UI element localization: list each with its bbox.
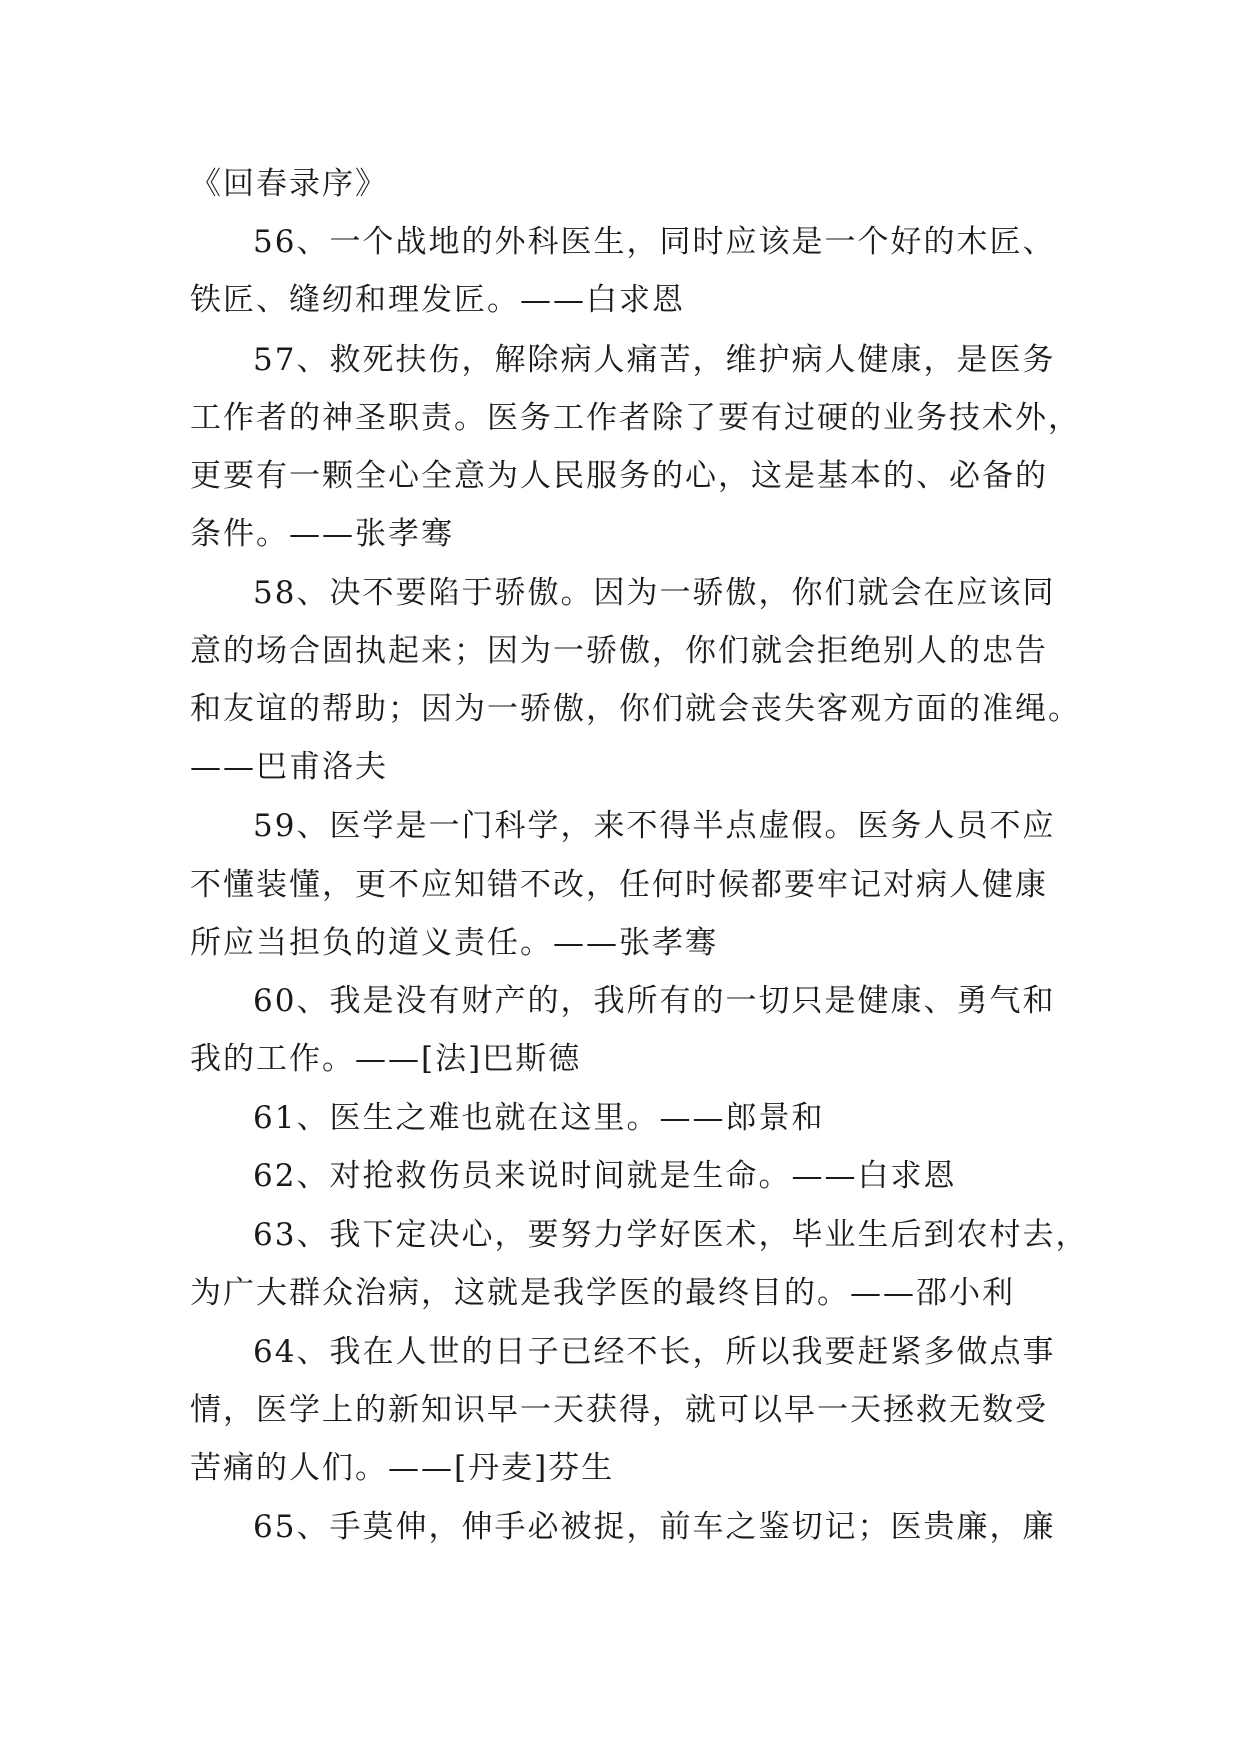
text-line: 为广大群众治病，这就是我学医的最终目的。——邵小利: [190, 1275, 1015, 1311]
text-line: 条件。——张孝骞: [190, 516, 454, 552]
text-line: 63、我下定决心，要努力学好医术，毕业生后到农村去，: [253, 1217, 1089, 1253]
text-line: 所应当担负的道义责任。——张孝骞: [190, 925, 718, 961]
text-line: 铁匠、缝纫和理发匠。——白求恩: [190, 282, 685, 318]
text-line: 57、救死扶伤，解除病人痛苦，维护病人健康，是医务: [253, 342, 1056, 378]
text-line: 62、对抢救伤员来说时间就是生命。——白求恩: [253, 1158, 957, 1194]
text-line: 意的场合固执起来；因为一骄傲，你们就会拒绝别人的忠告: [190, 633, 1048, 669]
text-line: 56、一个战地的外科医生，同时应该是一个好的木匠、: [253, 224, 1056, 260]
text-line: 61、医生之难也就在这里。——郎景和: [253, 1100, 825, 1136]
text-line: 58、决不要陷于骄傲。因为一骄傲，你们就会在应该同: [253, 575, 1056, 611]
text-line: 60、我是没有财产的，我所有的一切只是健康、勇气和: [253, 983, 1056, 1019]
text-line: 情，医学上的新知识早一天获得，就可以早一天拯救无数受: [190, 1392, 1048, 1428]
text-line: ——巴甫洛夫: [190, 749, 388, 785]
text-line: 我的工作。——[法]巴斯德: [190, 1041, 582, 1077]
text-line: 不懂装懂，更不应知错不改，任何时候都要牢记对病人健康: [190, 867, 1048, 903]
text-line: 59、医学是一门科学，来不得半点虚假。医务人员不应: [253, 808, 1056, 844]
text-line: 工作者的神圣职责。医务工作者除了要有过硬的业务技术外，: [190, 400, 1081, 436]
text-line: 苦痛的人们。——[丹麦]芬生: [190, 1450, 615, 1486]
text-line: 65、手莫伸，伸手必被捉，前车之鉴切记；医贵廉，廉: [253, 1509, 1056, 1545]
text-line: 《回春录序》: [190, 166, 388, 202]
text-line: 更要有一颗全心全意为人民服务的心，这是基本的、必备的: [190, 458, 1048, 494]
text-line: 和友谊的帮助；因为一骄傲，你们就会丧失客观方面的准绳。: [190, 691, 1081, 727]
text-line: 64、我在人世的日子已经不长，所以我要赶紧多做点事: [253, 1334, 1056, 1370]
